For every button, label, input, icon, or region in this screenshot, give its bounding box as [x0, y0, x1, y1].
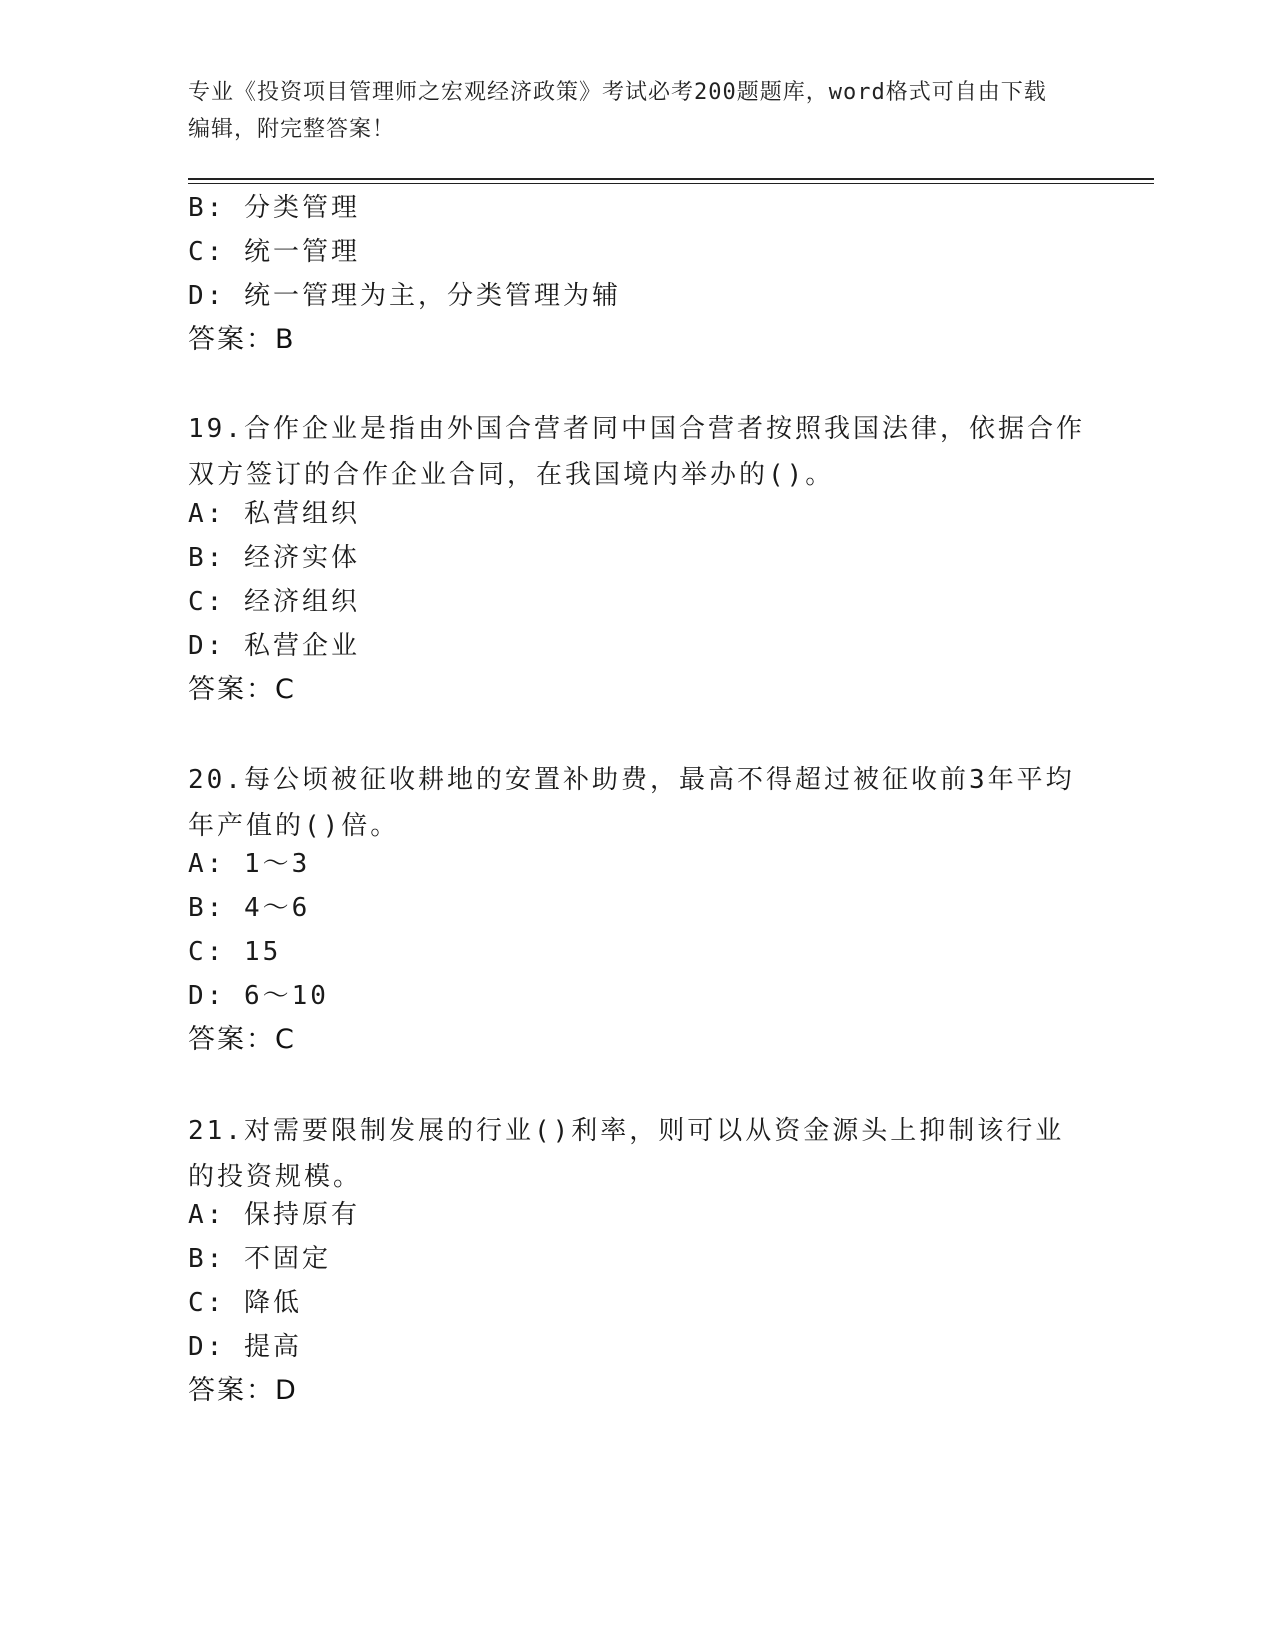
- option-label: C:: [188, 1288, 226, 1318]
- header-rule-thin: [188, 183, 1154, 184]
- option-label: D:: [188, 281, 226, 311]
- q21-option-d: [188, 1329, 302, 1365]
- option-label: C:: [188, 237, 226, 267]
- option-text: 经济实体: [243, 543, 360, 573]
- option-label: B:: [188, 1244, 226, 1274]
- option-label: C:: [188, 587, 226, 617]
- option-text: 15: [243, 937, 282, 967]
- option-text: 降低: [243, 1288, 302, 1318]
- question-body: 每公顷被征收耕地的安置补助费，最高不得超过被征收前3年平均年产值的()倍。: [188, 765, 1075, 841]
- option-text: 1～3: [243, 849, 311, 879]
- option-text: 私营企业: [243, 631, 360, 661]
- q21-option-c: [188, 1285, 302, 1321]
- question-number: 19.: [188, 414, 244, 444]
- question-number: 20.: [188, 765, 244, 795]
- q19-option-a: [188, 496, 360, 532]
- q19-option-b: [188, 540, 360, 576]
- q21-option-a: [188, 1197, 360, 1233]
- option-label: B:: [188, 893, 226, 923]
- q20-option-c: [188, 934, 281, 970]
- option-text: 保持原有: [243, 1200, 360, 1230]
- option-text: 分类管理: [243, 193, 360, 223]
- q19-option-c: [188, 584, 360, 620]
- option-text: 4～6: [243, 893, 311, 923]
- option-label: A:: [188, 849, 226, 879]
- option-text: 不固定: [243, 1244, 331, 1274]
- option-label: B:: [188, 543, 226, 573]
- option-label: C:: [188, 937, 226, 967]
- question-body: 对需要限制发展的行业()利率，则可以从资金源头上抑制该行业的投资规模。: [188, 1116, 1065, 1192]
- option-label: D:: [188, 981, 226, 1011]
- q21-option-b: [188, 1241, 331, 1277]
- q19-option-d: [188, 628, 360, 664]
- prev-answer: 答案：B: [188, 324, 296, 355]
- header-rule-thick: [188, 178, 1154, 180]
- question-number: 21.: [188, 1116, 244, 1146]
- q20-answer: 答案：C: [188, 1024, 296, 1055]
- option-label: D:: [188, 631, 226, 661]
- option-text: 私营组织: [243, 499, 360, 529]
- option-text: 统一管理为主，分类管理为辅: [243, 281, 621, 311]
- question-19-text: [188, 406, 1088, 498]
- prev-option-d: [188, 278, 621, 314]
- q20-option-a: [188, 846, 310, 882]
- question-20-text: [188, 757, 1088, 849]
- option-label: A:: [188, 1200, 226, 1230]
- prev-option-b: [188, 190, 360, 226]
- q21-answer: 答案：D: [188, 1375, 298, 1406]
- q19-answer: 答案：C: [188, 674, 296, 705]
- q20-option-b: [188, 890, 310, 926]
- option-text: 提高: [243, 1332, 302, 1362]
- q20-option-d: [188, 978, 329, 1014]
- document-header: 专业《投资项目管理师之宏观经济政策》考试必考200题题库，word格式可自由下载编辑，附完整答案！: [188, 80, 1047, 142]
- option-label: D:: [188, 1332, 226, 1362]
- option-text: 经济组织: [243, 587, 360, 617]
- option-text: 统一管理: [243, 237, 360, 267]
- prev-option-c: [188, 234, 360, 270]
- option-text: 6～10: [243, 981, 329, 1011]
- question-21-text: [188, 1108, 1088, 1200]
- option-label: A:: [188, 499, 226, 529]
- question-body: 合作企业是指由外国合营者同中国合营者按照我国法律，依据合作双方签订的合作企业合同，在我国境内举办的()。: [188, 414, 1085, 490]
- option-label: B:: [188, 193, 226, 223]
